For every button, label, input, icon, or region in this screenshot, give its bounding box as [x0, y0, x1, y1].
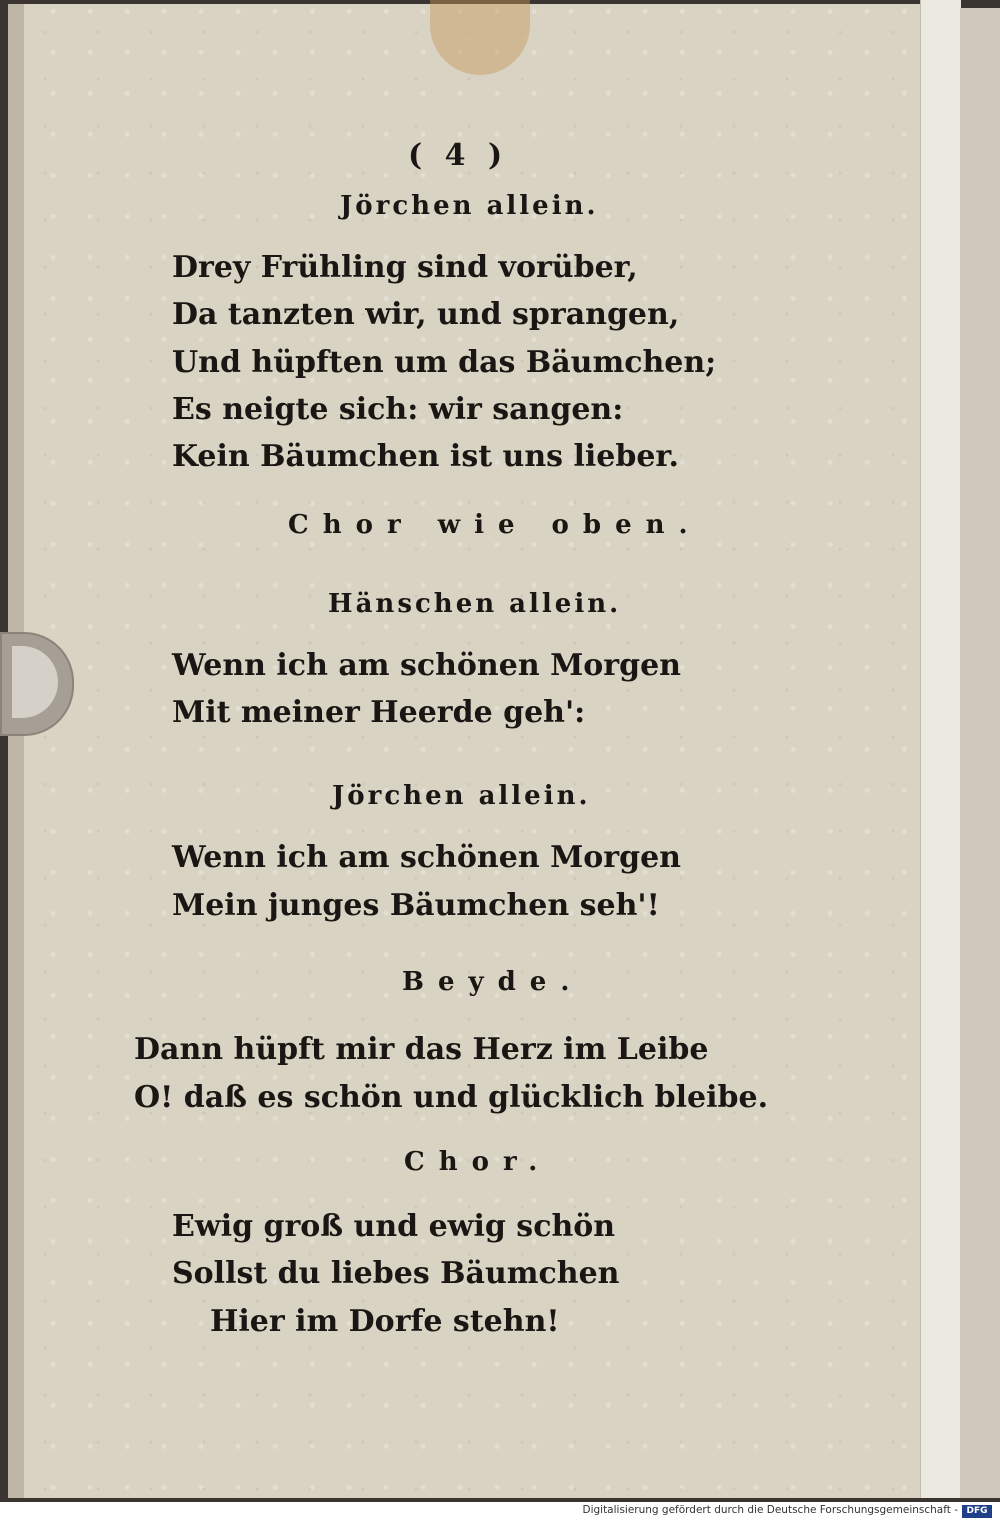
- verse-line: Hier im Dorfe stehn!: [210, 1304, 560, 1339]
- speaker-heading: Hänschen allein.: [328, 589, 622, 619]
- verse-line: Dann hüpft mir das Herz im Leibe: [134, 1032, 709, 1067]
- speaker-heading: Beyde.: [402, 967, 584, 997]
- verse-line: Ewig groß und ewig schön: [172, 1209, 616, 1244]
- speaker-heading: Jörchen allein.: [332, 781, 591, 811]
- verse-line: Wenn ich am schönen Morgen: [172, 648, 681, 683]
- page-number: ( 4 ): [408, 138, 509, 173]
- verse-line: Es neigte sich: wir sangen:: [172, 392, 624, 427]
- verse-line: Kein Bäumchen ist uns lieber.: [172, 439, 679, 474]
- verse-line: Mit meiner Heerde geh':: [172, 695, 586, 730]
- footer-credit: Digitalisierung gefördert durch die Deutsche Forschungsgemeinschaft -: [582, 1504, 958, 1516]
- dfg-logo: DFG: [962, 1505, 992, 1518]
- verse-line: Sollst du liebes Bäumchen: [172, 1256, 620, 1291]
- speaker-heading: Chor.: [404, 1147, 552, 1177]
- speaker-heading: Jörchen allein.: [340, 191, 599, 221]
- verse-line: Da tanzten wir, und sprangen,: [172, 297, 680, 332]
- verse-line: Wenn ich am schönen Morgen: [172, 840, 681, 875]
- verse-line: O! daß es schön und glücklich bleibe.: [134, 1080, 769, 1115]
- verse-line: Und hüpften um das Bäumchen;: [172, 345, 717, 380]
- verse-line: Drey Frühling sind vorüber,: [172, 250, 638, 285]
- speaker-heading: Chor wie oben.: [288, 510, 702, 540]
- verse-line: Mein junges Bäumchen seh'!: [172, 888, 660, 923]
